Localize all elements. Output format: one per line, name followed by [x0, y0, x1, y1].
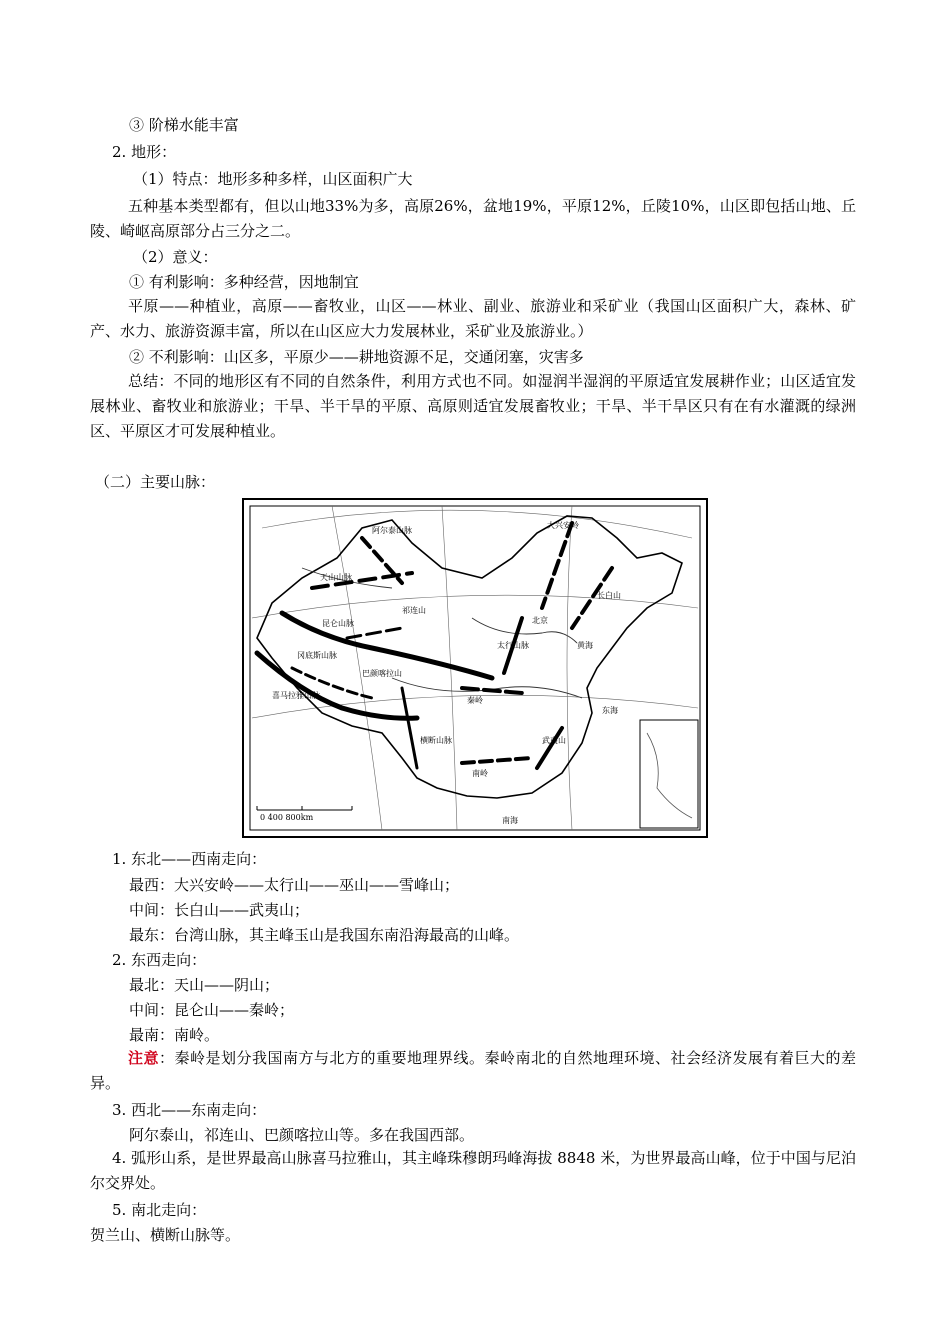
heading-east-west: 2. 东西走向： [112, 951, 207, 969]
map-label-yellow-sea: 黄海 [577, 641, 593, 650]
heading-ne-sw: 1. 东北——西南走向： [112, 850, 267, 868]
p-ne-sw-middle: 中间：长白山——武夷山； [129, 901, 310, 919]
p-terrain-features: （1）特点：地形多种多样，山区面积广大 [133, 170, 413, 188]
p-stepped-hydropower: ③ 阶梯水能丰富 [129, 116, 239, 134]
map-label-south-sea: 南海 [502, 816, 518, 825]
p-summary: 总结：不同的地形区有不同的自然条件，利用方式也不同。如湿润半湿润的平原适宜发展耕作业；山区适宜发展林业、畜牧业和旅游业；干旱、半干旱的平原、高原则适宜发展畜牧业；干旱、半干旱区只有在有水灌溉的绿洲区、平原区才可发展种植业。 [90, 372, 856, 440]
map-label-himalaya: 喜马拉雅山脉 [272, 691, 320, 700]
map-label-tianshan: 天山山脉 [320, 573, 352, 582]
heading-terrain: 2. 地形： [112, 143, 177, 161]
mountain-ranges-map [242, 498, 708, 838]
map-label-qinling: 秦岭 [467, 696, 483, 705]
p-land-use: 平原——种植业，高原——畜牧业，山区——林业、副业、旅游业和采矿业（我国山区面积广大，森林、矿产、水力、旅游资源丰富，所以在山区应大力发展林业，采矿业及旅游业。） [90, 297, 856, 340]
heading-nw-se: 3. 西北——东南走向： [112, 1101, 267, 1119]
map-label-east-sea: 东海 [602, 706, 618, 715]
p-note-qinling [90, 1046, 856, 1096]
map-label-altai: 阿尔泰山脉 [372, 526, 412, 535]
heading-north-south: 5. 南北走向： [112, 1201, 207, 1219]
p-favorable: ① 有利影响：多种经营，因地制宜 [129, 273, 359, 291]
p-significance: （2）意义： [133, 248, 218, 266]
map-label-beijing: 北京 [532, 616, 548, 625]
p-five-types: 五种基本类型都有，但以山地33%为多，高原26%，盆地19%，平原12%，丘陵10%，山区即包括山地、丘陵、崎岖高原部分占三分之二。 [90, 197, 856, 240]
map-label-qilian: 祁连山 [402, 606, 426, 615]
map-label-hengduan: 横断山脉 [420, 736, 452, 745]
p-arc-himalaya: 4. 弧形山系，是世界最高山脉喜马拉雅山，其主峰珠穆朗玛峰海拔 8848 米，为世界最高山峰，位于中国与尼泊尔交界处。 [90, 1149, 856, 1192]
p-ew-south: 最南：南岭。 [129, 1026, 220, 1044]
p-ne-sw-west: 最西：大兴安岭——太行山——巫山——雪峰山； [129, 876, 460, 894]
map-label-nanling: 南岭 [472, 769, 488, 778]
map-label-bayankala: 巴颜喀拉山 [362, 669, 402, 678]
map-label-daxinganling: 大兴安岭 [547, 521, 579, 530]
heading-main-mountains: （二）主要山脉： [95, 473, 216, 491]
map-label-kunlun: 昆仑山脉 [322, 619, 354, 628]
p-ew-middle: 中间：昆仑山——秦岭； [129, 1001, 295, 1019]
note-text: ：秦岭是划分我国南方与北方的重要地理界线。秦岭南北的自然地理环境、社会经济发展有着巨大的差异。 [90, 1049, 856, 1092]
p-nw-se-ranges: 阿尔泰山，祁连山、巴颜喀拉山等。多在我国西部。 [129, 1126, 475, 1144]
map-label-wuyi: 武夷山 [542, 736, 566, 745]
map-label-taihang: 太行山脉 [497, 641, 529, 650]
map-label-changbai: 长白山 [597, 591, 621, 600]
p-north-south-ranges: 贺兰山、横断山脉等。 [90, 1226, 241, 1244]
note-label: 注意 [128, 1049, 159, 1067]
p-unfavorable: ② 不利影响：山区多，平原少——耕地资源不足，交通闭塞，灾害多 [129, 348, 584, 366]
map-label-gangdise: 冈底斯山脉 [297, 651, 337, 660]
p-ew-north: 最北：天山——阴山； [129, 976, 280, 994]
map-scale-label: 0 400 800km [260, 813, 314, 822]
p-ne-sw-east: 最东：台湾山脉，其主峰玉山是我国东南沿海最高的山峰。 [129, 926, 520, 944]
